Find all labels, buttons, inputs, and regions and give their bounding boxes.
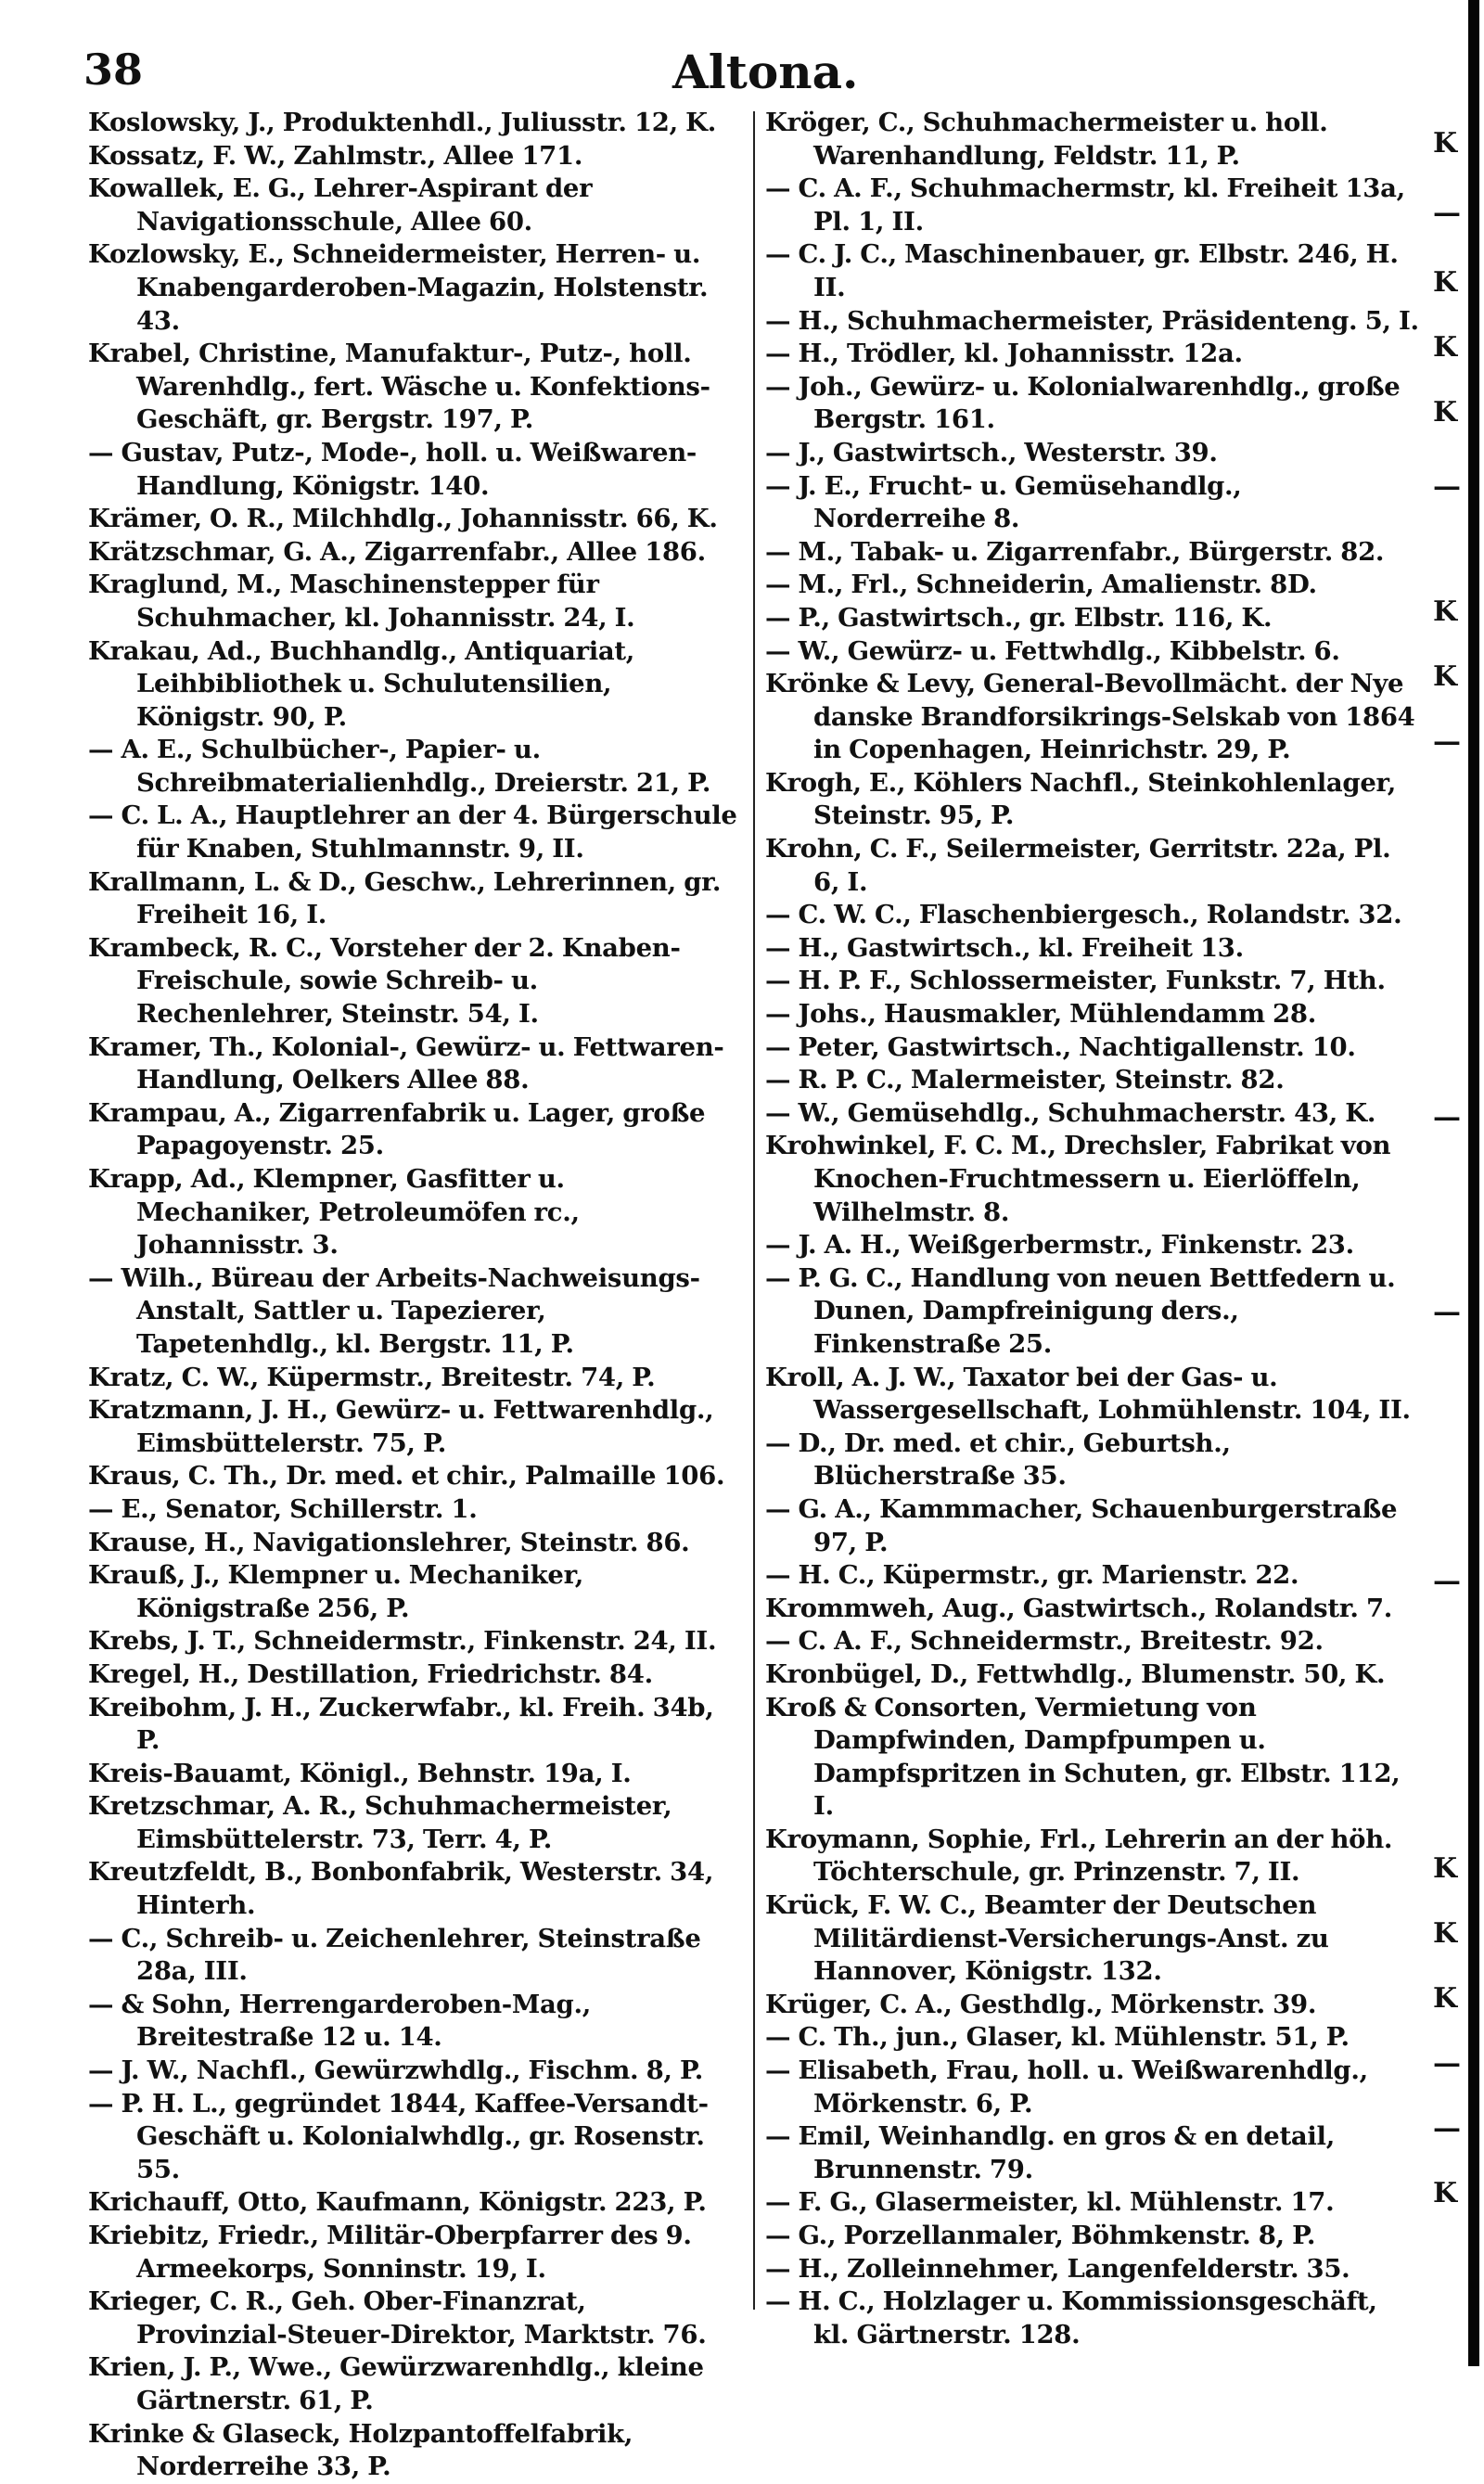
directory-entry: — G., Porzellanmaler, Böhmkenstr. 8, P. (765, 2221, 1316, 2250)
page-number: 38 (83, 45, 144, 95)
directory-entry: Krallmann, L. & D., Geschw., Lehrerinnen, gr. Freiheit 16, I. (88, 866, 722, 930)
cut-text-fragment: K (1433, 660, 1458, 693)
cut-text-fragment: K (1433, 266, 1458, 299)
directory-entry: — F. G., Glasermeister, kl. Mühlenstr. 17. (765, 2187, 1335, 2218)
directory-entry: — J., Gastwirtsch., Westerstr. 39. (765, 437, 1218, 467)
cut-text-fragment: — (1433, 1565, 1461, 1597)
cut-text-fragment: — (1433, 725, 1461, 758)
cut-text-fragment: K (1433, 595, 1458, 628)
directory-entry: Kreutzfeldt, B., Bonbonfabrik, Westerstr. 34, Hinterh. (88, 1857, 714, 1921)
directory-entry: Kreis-Bauamt, Königl., Behnstr. 19a, I. (88, 1758, 632, 1788)
directory-entry: — J. W., Nachfl., Gewürzwhdlg., Fischm. 8, P. (88, 2055, 704, 2086)
directory-entry: — C. L. A., Hauptlehrer an der 4. Bürgerschule für Knaben, Stuhlmannstr. 9, II. (88, 800, 737, 864)
directory-entry: — H., Zolleinnehmer, Langenfelderstr. 35. (765, 2253, 1350, 2284)
directory-entry: Krüger, C. A., Gesthdlg., Mörkenstr. 39. (765, 1989, 1317, 2019)
directory-entry: Kroymann, Sophie, Frl., Lehrerin an der höh. Töchterschule, gr. Prinzenstr. 7, II. (765, 1824, 1393, 1888)
directory-entry: — Gustav, Putz-, Mode-, holl. u. Weißwaren-Handlung, Königstr. 140. (88, 437, 697, 501)
directory-entry: Krück, F. W. C., Beamter der Deutschen Militärdienst-Versicherungs-Anst. zu Hannover, Königstr. 132. (765, 1890, 1329, 1987)
directory-entry: — P. H. L., gegründet 1844, Kaffee-Versandt-Geschäft u. Kolonialwhdlg., gr. Rosenstr. 55. (88, 2088, 709, 2184)
cut-text-fragment: — (1433, 2047, 1461, 2080)
directory-entry: — J. E., Frucht- u. Gemüsehandlg., Norderreihe 8. (765, 470, 1242, 534)
cut-text-fragment: K (1433, 1852, 1458, 1885)
cut-text-fragment: K (1433, 1982, 1458, 2015)
directory-entry: — C., Schreib- u. Zeichenlehrer, Steinstraße 28a, III. (88, 1923, 701, 1987)
directory-entry: Krinke & Glaseck, Holzpantoffelfabrik, Norderreihe 33, P. (88, 2418, 633, 2482)
directory-entry: Koslowsky, J., Produktenhdl., Juliusstr. 12, K. (88, 108, 717, 137)
cut-text-fragment: K (1433, 396, 1458, 429)
directory-entry: Kratz, C. W., Küpermstr., Breitestr. 74, P. (88, 1362, 656, 1392)
directory-entry: — H., Schuhmachermeister, Präsidenteng. 5, I. (765, 305, 1419, 336)
directory-entry: — C. A. F., Schneidermstr., Breitestr. 92. (765, 1626, 1324, 1657)
directory-entry: Kriebitz, Friedr., Militär-Oberpfarrer des 9. Armeekorps, Sonninstr. 19, I. (88, 2221, 692, 2284)
directory-entry: Krätzschmar, G. A., Zigarrenfabr., Allee 186. (88, 536, 706, 567)
directory-entry: — P. G. C., Handlung von neuen Bettfedern u. Dunen, Dampfreinigung ders., Finkenstraße 25. (765, 1262, 1396, 1359)
directory-entry: Kramer, Th., Kolonial-, Gewürz- u. Fettwaren-Handlung, Oelkers Allee 88. (88, 1031, 724, 1095)
directory-entry: — H. C., Küpermstr., gr. Marienstr. 22. (765, 1560, 1299, 1591)
directory-entry: — G. A., Kammmacher, Schauenburgerstraße 97, P. (765, 1493, 1398, 1557)
directory-entry: Kronbügel, D., Fettwhdlg., Blumenstr. 50, K. (765, 1658, 1386, 1689)
cut-text-fragment: K (1433, 331, 1458, 364)
cut-text-fragment: K (1433, 1917, 1458, 1950)
directory-entry: Krohwinkel, F. C. M., Drechsler, Fabrikat von Knochen-Fruchtmessern u. Eierlöffeln, Wilhelmstr. 8. (765, 1131, 1391, 1227)
directory-entry: — C. J. C., Maschinenbauer, gr. Elbstr. 246, H. II. (765, 239, 1399, 302)
directory-entry: Krämer, O. R., Milchhdlg., Johannisstr. 66, K. (88, 504, 718, 534)
directory-entry: Kroll, A. J. W., Taxator bei der Gas- u. Wassergesellschaft, Lohmühlenstr. 104, II. (765, 1362, 1411, 1426)
directory-entry: — Johs., Hausmakler, Mühlendamm 28. (765, 999, 1316, 1030)
directory-entry: Krauß, J., Klempner u. Mechaniker, Königstraße 256, P. (88, 1560, 584, 1623)
directory-entry: Krichauff, Otto, Kaufmann, Königstr. 223, P. (88, 2187, 707, 2218)
directory-entry: Kraus, C. Th., Dr. med. et chir., Palmaille 106. (88, 1461, 725, 1492)
cut-text-fragment: K (1433, 127, 1458, 160)
directory-entry: Kröger, C., Schuhmachermeister u. holl. Warenhandlung, Feldstr. 11, P. (765, 108, 1328, 171)
cut-text-fragment: — (1433, 1101, 1461, 1133)
directory-entry: Krampau, A., Zigarrenfabrik u. Lager, große Papagoyenstr. 25. (88, 1097, 706, 1161)
directory-entry: Krause, H., Navigationslehrer, Steinstr. 86. (88, 1527, 690, 1557)
directory-entry: Krakau, Ad., Buchhandlg., Antiquariat, Leihbibliothek u. Schulutensilien, Königstr. 90, P. (88, 635, 635, 732)
cut-text-fragment: — (1433, 1296, 1461, 1328)
adjacent-page-edge (1433, 0, 1484, 2366)
cut-text-fragment: K (1433, 2177, 1458, 2209)
directory-entry: Kozlowsky, E., Schneidermeister, Herren- u. Knabengarderoben-Magazin, Holstenstr. 43. (88, 239, 709, 336)
directory-entry: Kowallek, E. G., Lehrer-Aspirant der Navigationsschule, Allee 60. (88, 173, 593, 237)
directory-entry: Krien, J. P., Wwe., Gewürzwarenhdlg., kleine Gärtnerstr. 61, P. (88, 2352, 704, 2415)
directory-entry: Krommweh, Aug., Gastwirtsch., Rolandstr. 7. (765, 1593, 1393, 1623)
directory-entry: Kreibohm, J. H., Zuckerwfabr., kl. Freih. 34b, P. (88, 1692, 714, 1756)
directory-entry: Kraglund, M., Maschinenstepper für Schuhmacher, kl. Johannisstr. 24, I. (88, 570, 635, 633)
directory-entry: Krambeck, R. C., Vorsteher der 2. Knaben-Freischule, sowie Schreib- u. Rechenlehrer, Steinstr. 54, I. (88, 932, 681, 1030)
directory-entry: — C. A. F., Schuhmachermstr, kl. Freiheit 13a, Pl. 1, II. (765, 173, 1405, 237)
directory-entry: Krapp, Ad., Klempner, Gasfitter u. Mechaniker, Petroleumöfen rc., Johannisstr. 3. (88, 1164, 580, 1261)
directory-entry: — & Sohn, Herrengarderoben-Mag., Breitestraße 12 u. 14. (88, 1989, 592, 2053)
directory-entry: Krohn, C. F., Seilermeister, Gerritstr. 22a, Pl. 6, I. (765, 834, 1391, 897)
directory-entry: — Peter, Gastwirtsch., Nachtigallenstr. 10. (765, 1031, 1356, 1062)
directory-entry: — C. Th., jun., Glaser, kl. Mühlenstr. 51, P. (765, 2022, 1350, 2053)
directory-entry: — Wilh., Büreau der Arbeits-Nachweisungs-Anstalt, Sattler u. Tapezierer, Tapetenhdlg., kl. Bergstr. 11, P. (88, 1262, 700, 1359)
directory-entry: — M., Tabak- u. Zigarrenfabr., Bürgerstr. 82. (765, 536, 1385, 567)
directory-entry: — H., Gastwirtsch., kl. Freiheit 13. (765, 932, 1244, 963)
directory-column-right (765, 107, 1419, 2351)
column-divider (753, 111, 755, 2310)
directory-entry: — W., Gewürz- u. Fettwhdlg., Kibbelstr. 6. (765, 635, 1340, 666)
directory-entry: Krogh, E., Köhlers Nachfl., Steinkohlenlager, Steinstr. 95, P. (765, 767, 1396, 831)
directory-entry: — Elisabeth, Frau, holl. u. Weißwarenhdlg., Mörkenstr. 6, P. (765, 2055, 1368, 2119)
directory-entry: — Joh., Gewürz- u. Kolonialwarenhdlg., große Bergstr. 161. (765, 371, 1401, 435)
directory-entry: — P., Gastwirtsch., gr. Elbstr. 116, K. (765, 602, 1273, 633)
directory-entry: Krönke & Levy, General-Bevollmächt. der Nye danske Brandforsikrings-Selskab von 1864 in Copenhagen, Heinrichstr. 29, P. (765, 669, 1415, 765)
directory-entry: — A. E., Schulbücher-, Papier- u. Schreibmaterialienhdlg., Dreierstr. 21, P. (88, 735, 711, 798)
directory-entry: Kossatz, F. W., Zahlmstr., Allee 171. (88, 140, 583, 171)
cut-text-fragment: — (1433, 470, 1461, 503)
directory-entry: — W., Gemüsehdlg., Schuhmacherstr. 43, K. (765, 1097, 1376, 1128)
directory-entry: Krieger, C. R., Geh. Ober-Finanzrat, Provinzial-Steuer-Direktor, Marktstr. 76. (88, 2286, 707, 2350)
directory-entry: Kregel, H., Destillation, Friedrichstr. 84. (88, 1658, 653, 1689)
directory-entry: — R. P. C., Malermeister, Steinstr. 82. (765, 1065, 1285, 1095)
directory-entry: — H. C., Holzlager u. Kommissionsgeschäft, kl. Gärtnerstr. 128. (765, 2286, 1377, 2350)
directory-entry: — C. W. C., Flaschenbiergesch., Rolandstr. 32. (765, 900, 1402, 930)
cut-text-fragment: — (1433, 2112, 1461, 2145)
directory-entry: — E., Senator, Schillerstr. 1. (88, 1493, 478, 1524)
directory-entry: — J. A. H., Weißgerbermstr., Finkenstr. 23. (765, 1230, 1354, 1261)
directory-column-left (88, 107, 742, 2484)
directory-entry: Krabel, Christine, Manufaktur-, Putz-, holl. Warenhdlg., fert. Wäsche u. Konfektions-Geschäft, gr. Bergstr. 197, P. (88, 339, 710, 435)
directory-entry: Krebs, J. T., Schneidermstr., Finkenstr. 24, II. (88, 1626, 717, 1657)
directory-entry: — D., Dr. med. et chir., Geburtsh., Blücherstraße 35. (765, 1428, 1231, 1492)
page-gutter-shadow (1468, 0, 1479, 2366)
directory-entry: — H., Trödler, kl. Johannisstr. 12a. (765, 339, 1243, 369)
directory-entry: — Emil, Weinhandlg. en gros & en detail, Brunnenstr. 79. (765, 2121, 1335, 2184)
running-head: Altona. (672, 45, 859, 99)
directory-entry: — H. P. F., Schlossermeister, Funkstr. 7, Hth. (765, 966, 1386, 996)
directory-entry: Kroß & Consorten, Vermietung von Dampfwinden, Dampfpumpen u. Dampfspritzen in Schuten, gr. Elbstr. 112, I. (765, 1692, 1401, 1822)
cut-text-fragment: — (1433, 197, 1461, 229)
directory-entry: — M., Frl., Schneiderin, Amalienstr. 8D. (765, 570, 1317, 600)
directory-entry: Kratzmann, J. H., Gewürz- u. Fettwarenhdlg., Eimsbüttelerstr. 75, P. (88, 1395, 714, 1458)
directory-entry: Kretzschmar, A. R., Schuhmachermeister, Eimsbüttelerstr. 73, Terr. 4, P. (88, 1791, 672, 1854)
